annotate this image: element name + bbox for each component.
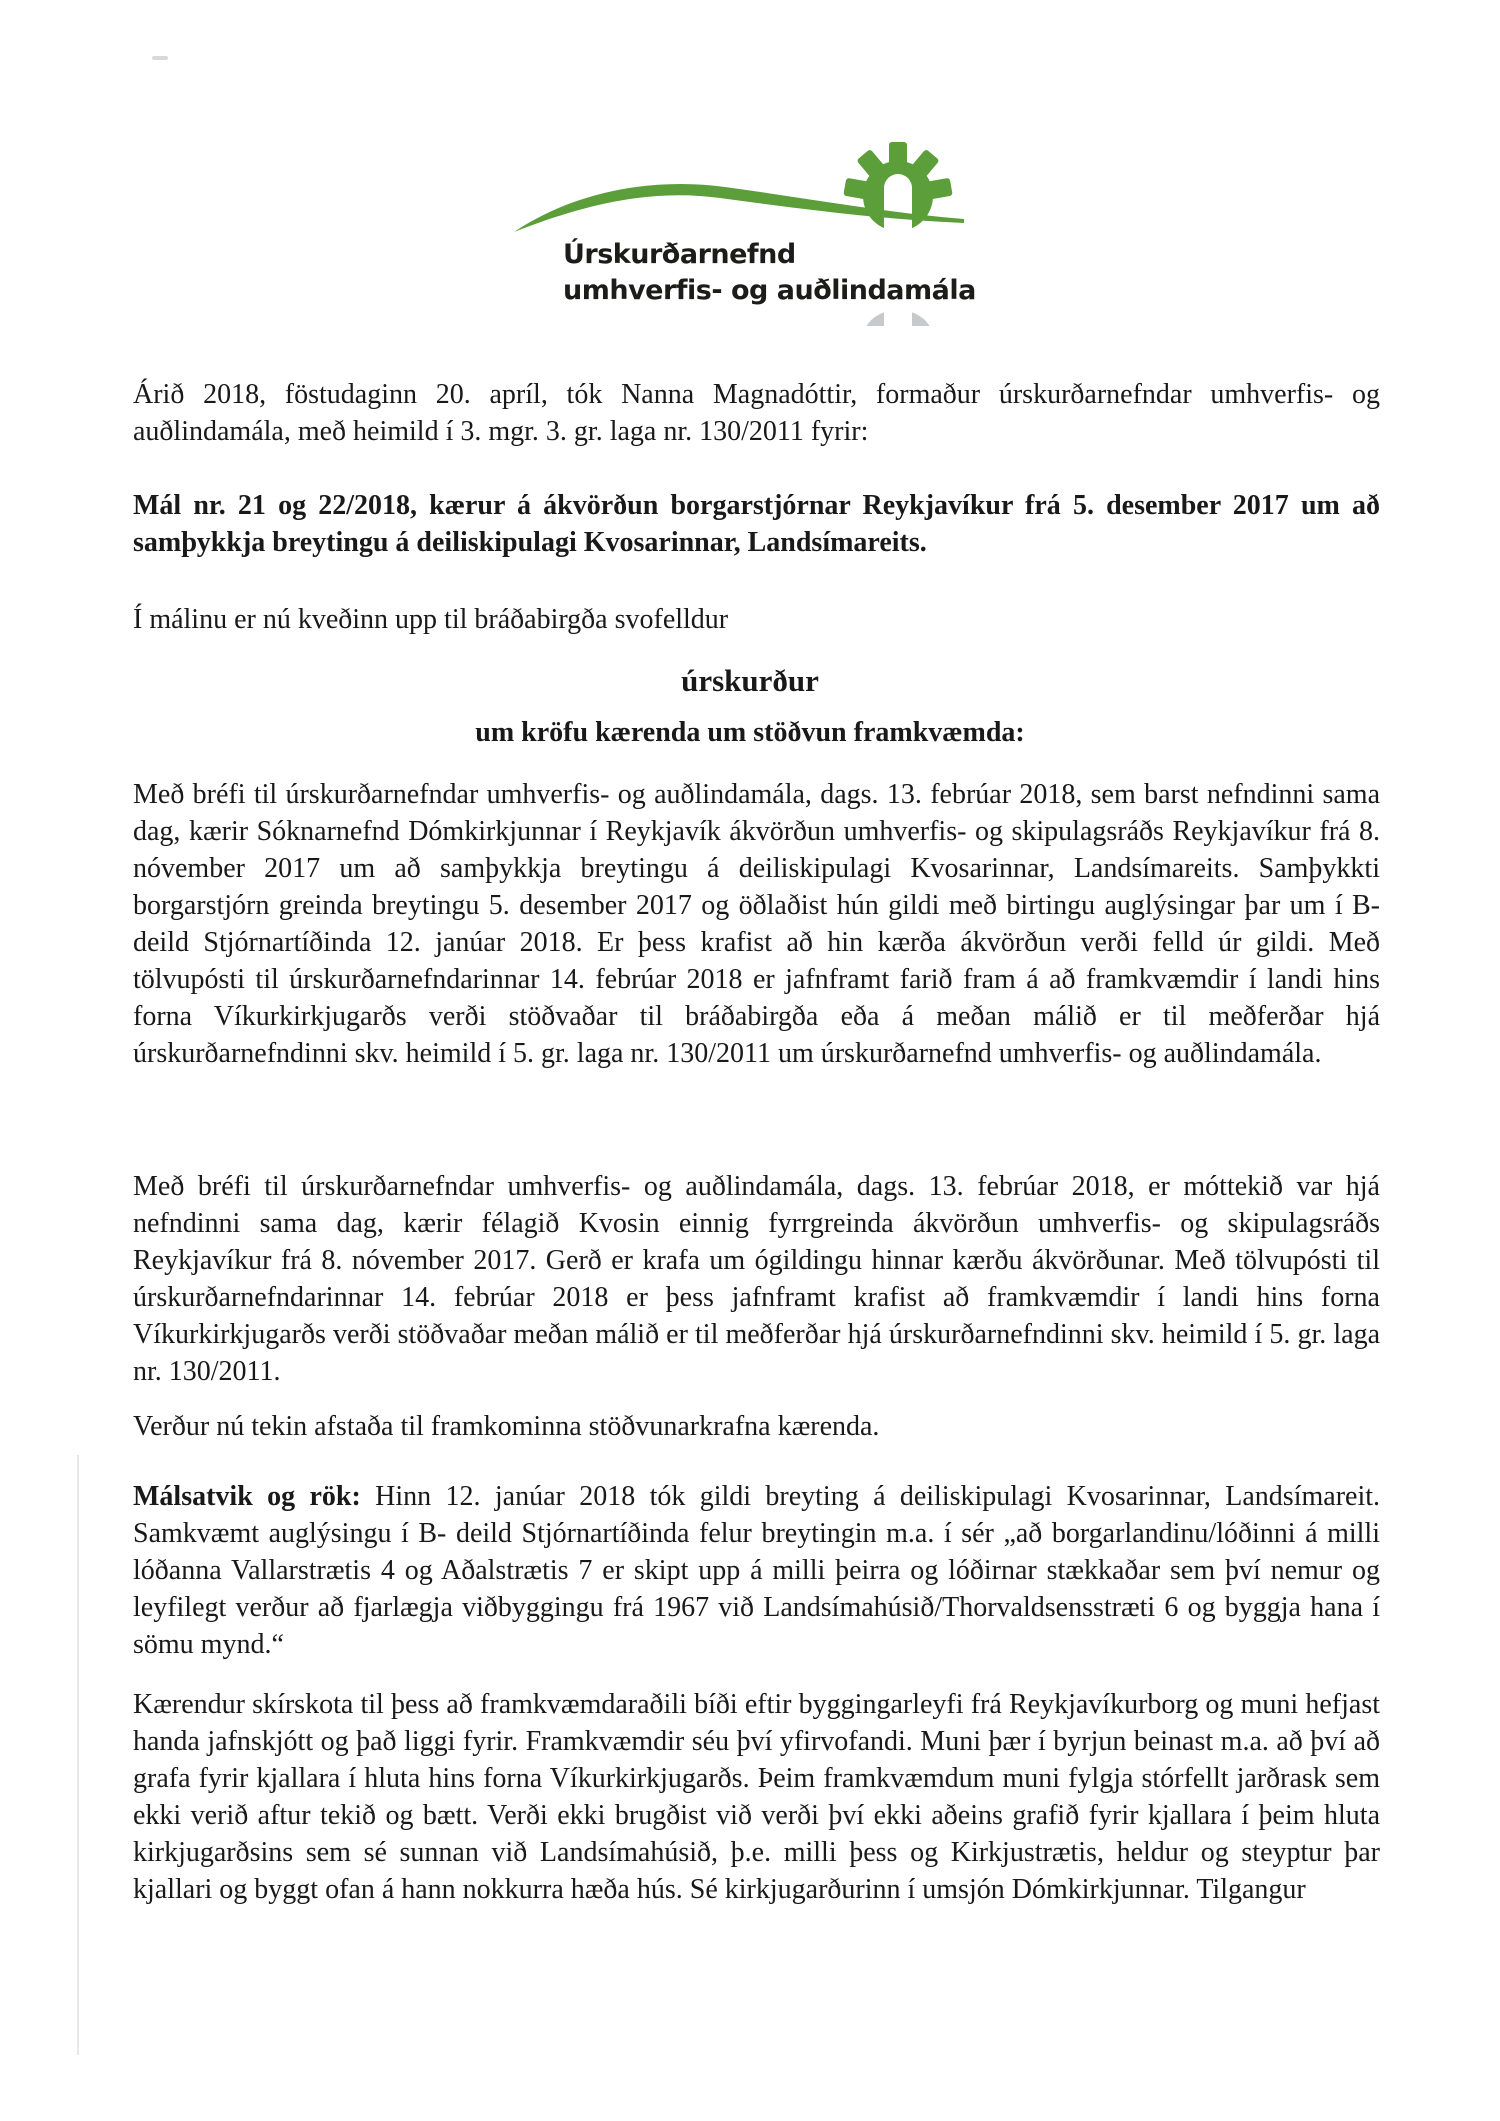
paragraph-karendur: Kærendur skírskota til þess að framkvæmdaraðili bíði eftir byggingarleyfi frá Reykjavíkurborg og muni hefjast handa jafnskjótt og það liggi fyrir. Framkvæmdir séu því yfirvofandi. Muni þær í byrjun beinast m.a. að því að grafa fyrir kjallara í hluta hins forna Víkurkirkjugarðs. Þeim framkvæmdum muni fylgja stórfellt jarðrask sem ekki verið aftur tekið og bætt. Verði ekki brugðist við verði því ekki aðeins grafið fyrir kjallara í þeim hluta kirkjugarðsins sem sé sunnan við Landsímahúsið, þ.e. milli þess og Kirkjustrætis, heldur og steyptur þar kjallari og byggt ofan á hann nokkurra hæða hús. Sé kirkjugarðurinn í umsjón Dómkirkjunnar. Tilgangur [133,1689,1380,1905]
ruling-subtitle: um kröfu kærenda um stöðvun framkvæmda: [475,717,1025,748]
malsatvik-lead: Málsatvik og rök: [133,1481,361,1512]
ruling-title: úrskurður [681,663,819,698]
intro-paragraph: Árið 2018, föstudaginn 20. apríl, tók Nanna Magnadóttir, formaður úrskurðarnefndar umhverfis- og auðlindamála, með heimild í 3. mgr. 3. gr. laga nr. 130/2011 fyrir: [133,379,1380,447]
gear-icon [843,142,952,240]
paragraph-malsatvik [133,1478,1380,1663]
org-name-line1: Úrskurðarnefnd [563,239,796,270]
org-name [563,237,976,309]
scan-artifact-top [152,56,168,60]
paragraph-first-complaint: Með bréfi til úrskurðarnefndar umhverfis- og auðlindamála, dags. 13. febrúar 2018, sem barst nefndinni sama dag, kærir Sóknarnefnd Dómkirkjunnar í Reykjavík ákvörðun umhverfis- og skipulagsráðs Reykjavíkur frá 8. nóvember 2017 um að samþykkja breytingu á deiliskipulagi Kvosarinnar, Landsímareits. Samþykkti borgarstjórn greinda breytingu 5. desember 2017 og öðlaðist hún gildi með birtingu auglýsingar þar um í B-deild Stjórnartíðinda 12. janúar 2018. Er þess krafist að hin kærða ákvörðun verði felld úr gildi. Með tölvupósti til úrskurðarnefndarinnar 14. febrúar 2018 er jafnframt farið fram á að framkvæmdir í landi hins forna Víkurkirkjugarðs verði stöðvaðar til bráðabirgða eða á meðan málið er til meðferðar hjá úrskurðarnefndinni skv. heimild í 5. gr. laga nr. 130/2011 um úrskurðarnefnd umhverfis- og auðlindamála. [133,779,1380,1069]
malsatvik-text: Hinn 12. janúar 2018 tók gildi breyting á deiliskipulagi Kvosarinnar, Landsímareit. Samkvæmt auglýsingu í B- deild Stjórnartíðinda felur breytingin m.a. í sér „að borgarlandinu/lóðinni á milli lóðanna Vallarstrætis 4 og Aðalstrætis 7 er skipt upp á milli þeirra og lóðirnar stækkaðar sem því nemur og leyfilegt verður að fjarlægja viðbyggingu frá 1967 við Landsímahúsið/Thorvaldsensstræti 6 og byggja hana í sömu mynd.“ [133,1481,1381,1660]
case-heading: Mál nr. 21 og 22/2018, kærur á ákvörðun borgarstjórnar Reykjavíkur frá 5. desember 2017 um að samþykkja breytingu á deiliskipulagi Kvosarinnar, Landsímareits. [133,490,1380,558]
org-name-line2: umhverfis- og auðlindamála [563,275,976,306]
paragraph-second-complaint: Með bréfi til úrskurðarnefndar umhverfis- og auðlindamála, dags. 13. febrúar 2018, er móttekið var hjá nefndinni sama dag, kærir félagið Kvosin einnig fyrrgreinda ákvörðun umhverfis- og skipulagsráðs Reykjavíkur frá 8. nóvember 2017. Gerð er krafa um ógildingu hinnar kærðu ákvörðunar. Með tölvupósti til úrskurðarnefndarinnar 14. febrúar 2018 er þess jafnframt krafist að framkvæmdir í landi hins forna Víkurkirkjugarðs verði stöðvaðar meðan málið er til meðferðar hjá úrskurðarnefndinni skv. heimild í 5. gr. laga nr. 130/2011. [133,1171,1380,1387]
paragraph-standpoint: Verður nú tekin afstaða til framkominna stöðvunarkrafna kærenda. [133,1411,880,1442]
scan-artifact-edge [77,1455,79,2055]
pre-ruling-line: Í málinu er nú kveðinn upp til bráðabirgða svofelldur [133,604,729,635]
